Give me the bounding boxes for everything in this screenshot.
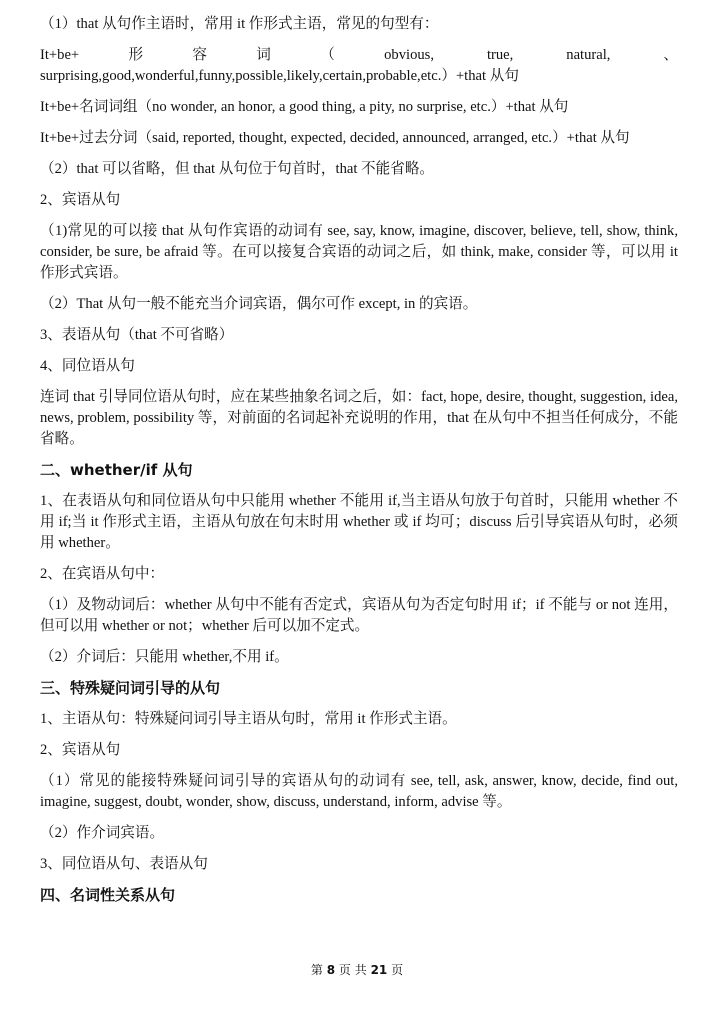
paragraph-pattern-adjective: It+be+形容词（obvious, true, natural, 、surprising,good,wonderful,funny,possible,likely,certain,probable,etc.）+that 从句: [40, 47, 678, 84]
footer-total-pages: 21: [370, 963, 388, 977]
paragraph-that-subject-clause: （1）that 从句作主语时，常用 it 作形式主语，常见的句型有：: [40, 16, 439, 32]
paragraph-wh-preposition-object: （2）作介词宾语。: [40, 825, 165, 841]
paragraph-wh-subject-clause: 1、主语从句：特殊疑问词引导主语从句时，常用 it 作形式主语。: [40, 711, 457, 727]
paragraph-transitive-verb: （1）及物动词后：whether 从句中不能有否定式，宾语从句为否定句时用 if；if 不能与 or not 连用，但可以用 whether or not；whether 后可以加不定式。: [40, 597, 678, 634]
document-body: [40, 14, 678, 916]
subheading-wh-appositive-predicative: 3、同位语从句、表语从句: [40, 856, 208, 872]
section-heading-whether-if: 二、whether/if 从句: [40, 461, 193, 479]
paragraph-pattern-noun-phrase: It+be+名词词组（no wonder, an honor, a good thing, a pity, no surprise, etc.）+that 从句: [40, 99, 569, 115]
subheading-appositive-clause: 4、同位语从句: [40, 358, 135, 374]
paragraph-object-clause-verbs: （1)常见的可以接 that 从句作宾语的动词有 see, say, know, imagine, discover, believe, tell, show, think, consider, be sure, be afraid 等。在可以接复合宾语的动词之后，如 think, make, consider 等，可以用 it 作形式宾语。: [40, 223, 678, 281]
subheading-object-clause: 2、宾语从句: [40, 192, 121, 208]
footer-current-page: 8: [326, 963, 336, 977]
subheading-wh-object-clause: 2、宾语从句: [40, 742, 121, 758]
footer-prefix: 第: [310, 963, 323, 977]
paragraph-after-preposition: （2）介词后：只能用 whether,不用 if。: [40, 649, 289, 665]
subheading-predicative-clause: 3、表语从句（that 不可省略）: [40, 327, 234, 343]
paragraph-that-preposition-object: （2）That 从句一般不能充当介词宾语，偶尔可作 except, in 的宾语。: [40, 296, 478, 312]
section-heading-wh-clauses: 三、特殊疑问词引导的从句: [40, 679, 221, 697]
paragraph-whether-only: 1、在表语从句和同位语从句中只能用 whether 不能用 if,当主语从句放于句首时，只能用 whether 不用 if;当 it 作形式主语，主语从句放在句末时用 whether 或 if 均可；discuss 后引导宾语从句时，必须用 whether。: [40, 493, 678, 551]
paragraph-wh-object-verbs: （1）常见的能接特殊疑问词引导的宾语从句的动词有 see, tell, ask, answer, know, decide, find out, imagine, suggest, doubt, wonder, show, discuss, understand, inform, advise 等。: [40, 773, 678, 810]
section-heading-nominal-relative: 四、名词性关系从句: [40, 886, 176, 904]
subheading-in-object-clause: 2、在宾语从句中：: [40, 566, 165, 582]
footer-middle: 页 共: [338, 963, 367, 977]
paragraph-pattern-past-participle: It+be+过去分词（said, reported, thought, expected, decided, announced, arranged, etc.）+that 从句: [40, 130, 630, 146]
footer-suffix: 页: [391, 963, 404, 977]
paragraph-appositive-clause: 连词 that 引导同位语从句时，应在某些抽象名词之后，如：fact, hope, desire, thought, suggestion, idea, news, problem, possibility 等，对前面的名词起补充说明的作用，that 在从句中不担当任何成分，不能省略。: [40, 389, 678, 447]
page-footer: [0, 962, 714, 978]
paragraph-that-omission: （2）that 可以省略，但 that 从句位于句首时，that 不能省略。: [40, 161, 435, 177]
